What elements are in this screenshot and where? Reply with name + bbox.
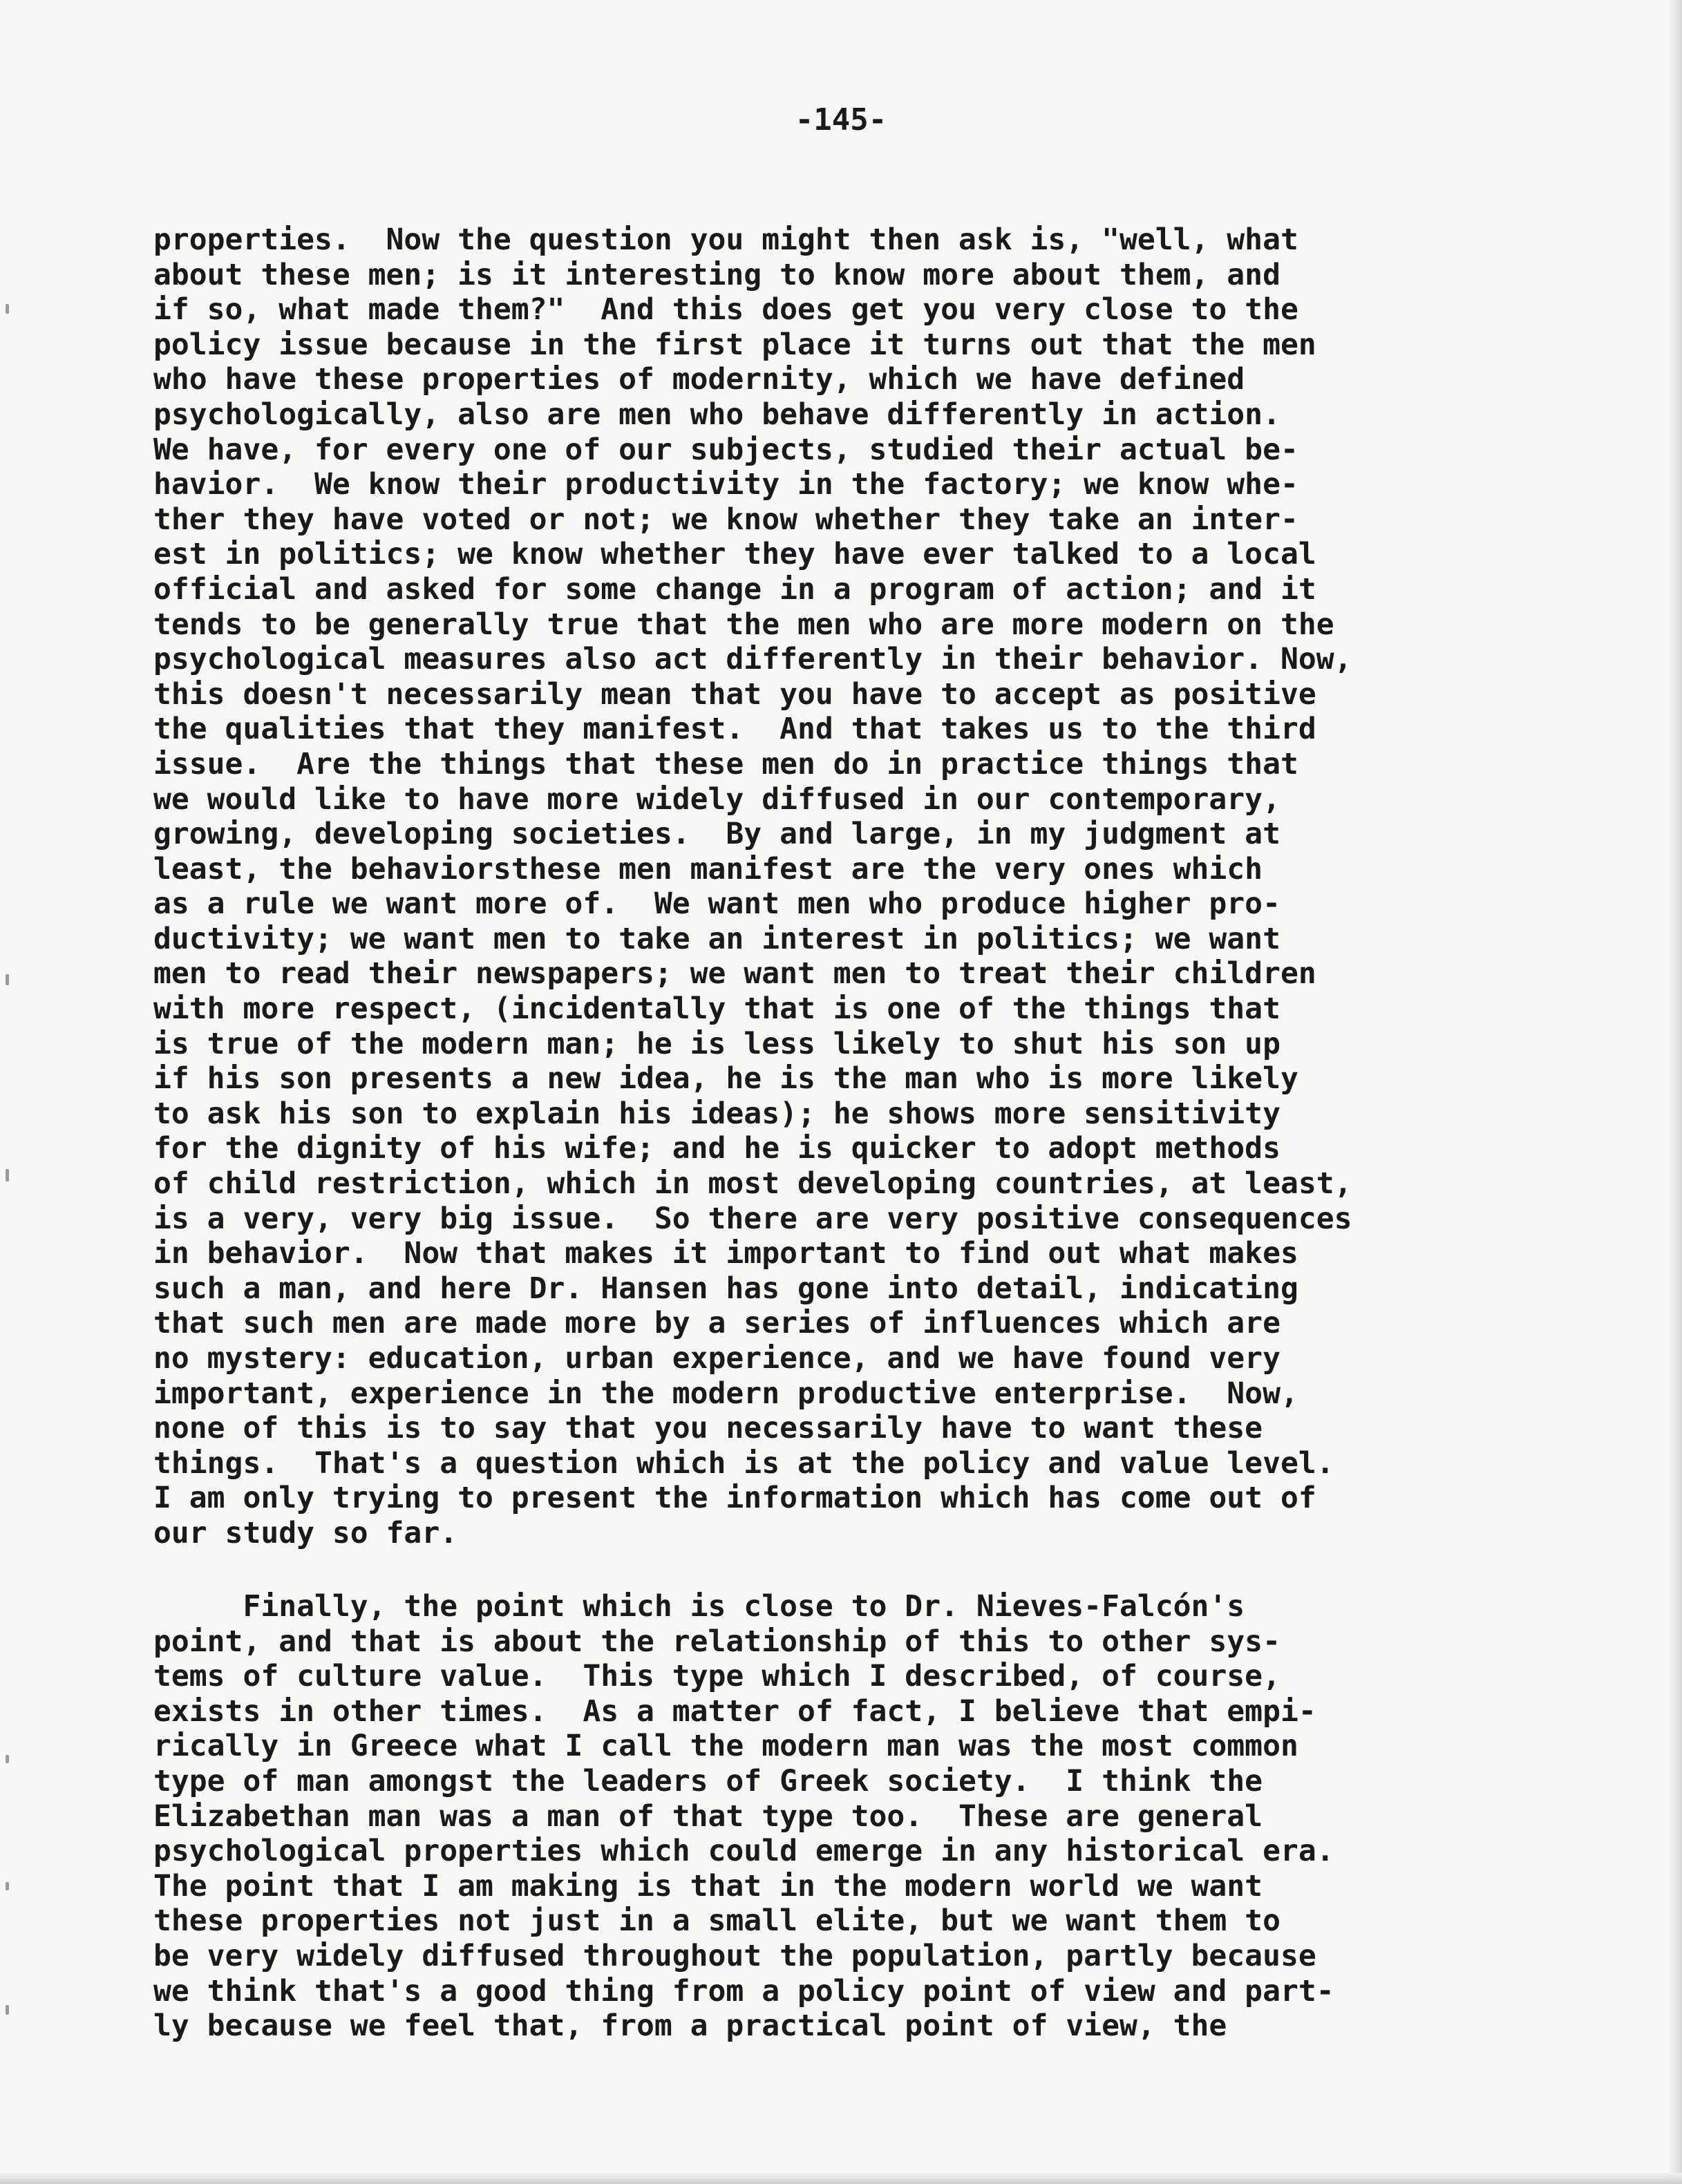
text-line: I am only trying to present the information which has come out of: [153, 1481, 1316, 1516]
text-line: is true of the modern man; he is less likely to shut his son up: [153, 1026, 1281, 1061]
text-line: properties. Now the question you might then ask is, "well, what: [153, 222, 1298, 257]
text-line: as a rule we want more of. We want men who produce higher pro-: [153, 886, 1281, 922]
text-line: no mystery: education, urban experience, and we have found very: [153, 1341, 1281, 1376]
paragraph-2: [153, 1589, 1563, 2044]
text-line: Finally, the point which is close to Dr. Nieves-Falcón's: [153, 1589, 1245, 1624]
text-line: be very widely diffused throughout the population, partly because: [153, 1938, 1316, 1973]
text-line: est in politics; we know whether they have ever talked to a local: [153, 537, 1316, 572]
text-line: policy issue because in the first place it turns out that the men: [153, 327, 1316, 362]
text-line: if so, what made them?" And this does get you very close to the: [153, 292, 1298, 327]
text-line: our study so far.: [153, 1515, 458, 1550]
page-edge-right: [1670, 0, 1682, 2184]
text-line: point, and that is about the relationship of this to other sys-: [153, 1624, 1281, 1659]
text-line: least, the behaviorsthese men manifest are the very ones which: [153, 851, 1263, 886]
text-line: the qualities that they manifest. And that takes us to the third: [153, 712, 1316, 747]
text-line: to ask his son to explain his ideas); he shows more sensitivity: [153, 1096, 1281, 1131]
text-line: tems of culture value. This type which I described, of course,: [153, 1659, 1281, 1694]
paragraph-1: [153, 222, 1563, 1551]
text-line: these properties not just in a small elite, but we want them to: [153, 1903, 1281, 1939]
text-line: such a man, and here Dr. Hansen has gone into detail, indicating: [153, 1271, 1298, 1306]
text-line: psychological properties which could emerge in any historical era.: [153, 1834, 1334, 1869]
text-line: ly because we feel that, from a practical point of view, the: [153, 2009, 1227, 2044]
text-line: tends to be generally true that the men who are more modern on the: [153, 607, 1334, 642]
text-line: who have these properties of modernity, which we have defined: [153, 362, 1245, 397]
margin-mark: [6, 1169, 9, 1181]
text-line: psychologically, also are men who behave differently in action.: [153, 397, 1281, 432]
text-line: ther they have voted or not; we know whether they take an inter-: [153, 502, 1298, 537]
text-line: important, experience in the modern productive enterprise. Now,: [153, 1376, 1298, 1411]
text-line: havior. We know their productivity in the factory; we know whe-: [153, 467, 1298, 502]
text-line: none of this is to say that you necessarily have to want these: [153, 1411, 1263, 1446]
text-line: about these men; is it interesting to know more about them, and: [153, 257, 1281, 292]
text-line: things. That's a question which is at the policy and value level.: [153, 1445, 1334, 1481]
text-line: psychological measures also act differently in their behavior. Now,: [153, 642, 1352, 677]
page-edge-bottom: [0, 2173, 1682, 2184]
text-line: this doesn't necessarily mean that you have to accept as positive: [153, 676, 1316, 712]
text-line: The point that I am making is that in the modern world we want: [153, 1868, 1263, 1903]
text-line: of child restriction, which in most developing countries, at least,: [153, 1166, 1352, 1202]
text-line: we would like to have more widely diffused in our contemporary,: [153, 781, 1281, 817]
text-line: we think that's a good thing from a policy point of view and part-: [153, 1973, 1334, 2009]
margin-mark: [6, 974, 9, 985]
text-line: type of man amongst the leaders of Greek society. I think the: [153, 1763, 1263, 1798]
text-line: official and asked for some change in a program of action; and it: [153, 571, 1316, 607]
text-line: if his son presents a new idea, he is the man who is more likely: [153, 1061, 1298, 1096]
text-line: that such men are made more by a series of influences which are: [153, 1306, 1281, 1341]
text-line: for the dignity of his wife; and he is quicker to adopt methods: [153, 1131, 1281, 1166]
text-line: growing, developing societies. By and large, in my judgment at: [153, 817, 1281, 852]
text-line: issue. Are the things that these men do in practice things that: [153, 746, 1298, 781]
margin-mark: [6, 1755, 9, 1763]
text-line: rically in Greece what I call the modern man was the most common: [153, 1729, 1298, 1764]
text-line: men to read their newspapers; we want men to treat their children: [153, 956, 1316, 991]
text-line: in behavior. Now that makes it important to find out what makes: [153, 1236, 1298, 1271]
text-line: is a very, very big issue. So there are very positive consequences: [153, 1201, 1352, 1236]
text-line: exists in other times. As a matter of fact, I believe that empi-: [153, 1693, 1316, 1729]
text-line: with more respect, (incidentally that is one of the things that: [153, 991, 1281, 1027]
text-line: Elizabethan man was a man of that type too. These are general: [153, 1798, 1263, 1834]
margin-mark: [6, 2005, 9, 2015]
margin-mark: [6, 1882, 9, 1890]
text-line: ductivity; we want men to take an interest in politics; we want: [153, 921, 1281, 956]
page-number: -145-: [795, 102, 887, 137]
margin-mark: [6, 304, 9, 314]
text-line: We have, for every one of our subjects, studied their actual be-: [153, 432, 1298, 467]
